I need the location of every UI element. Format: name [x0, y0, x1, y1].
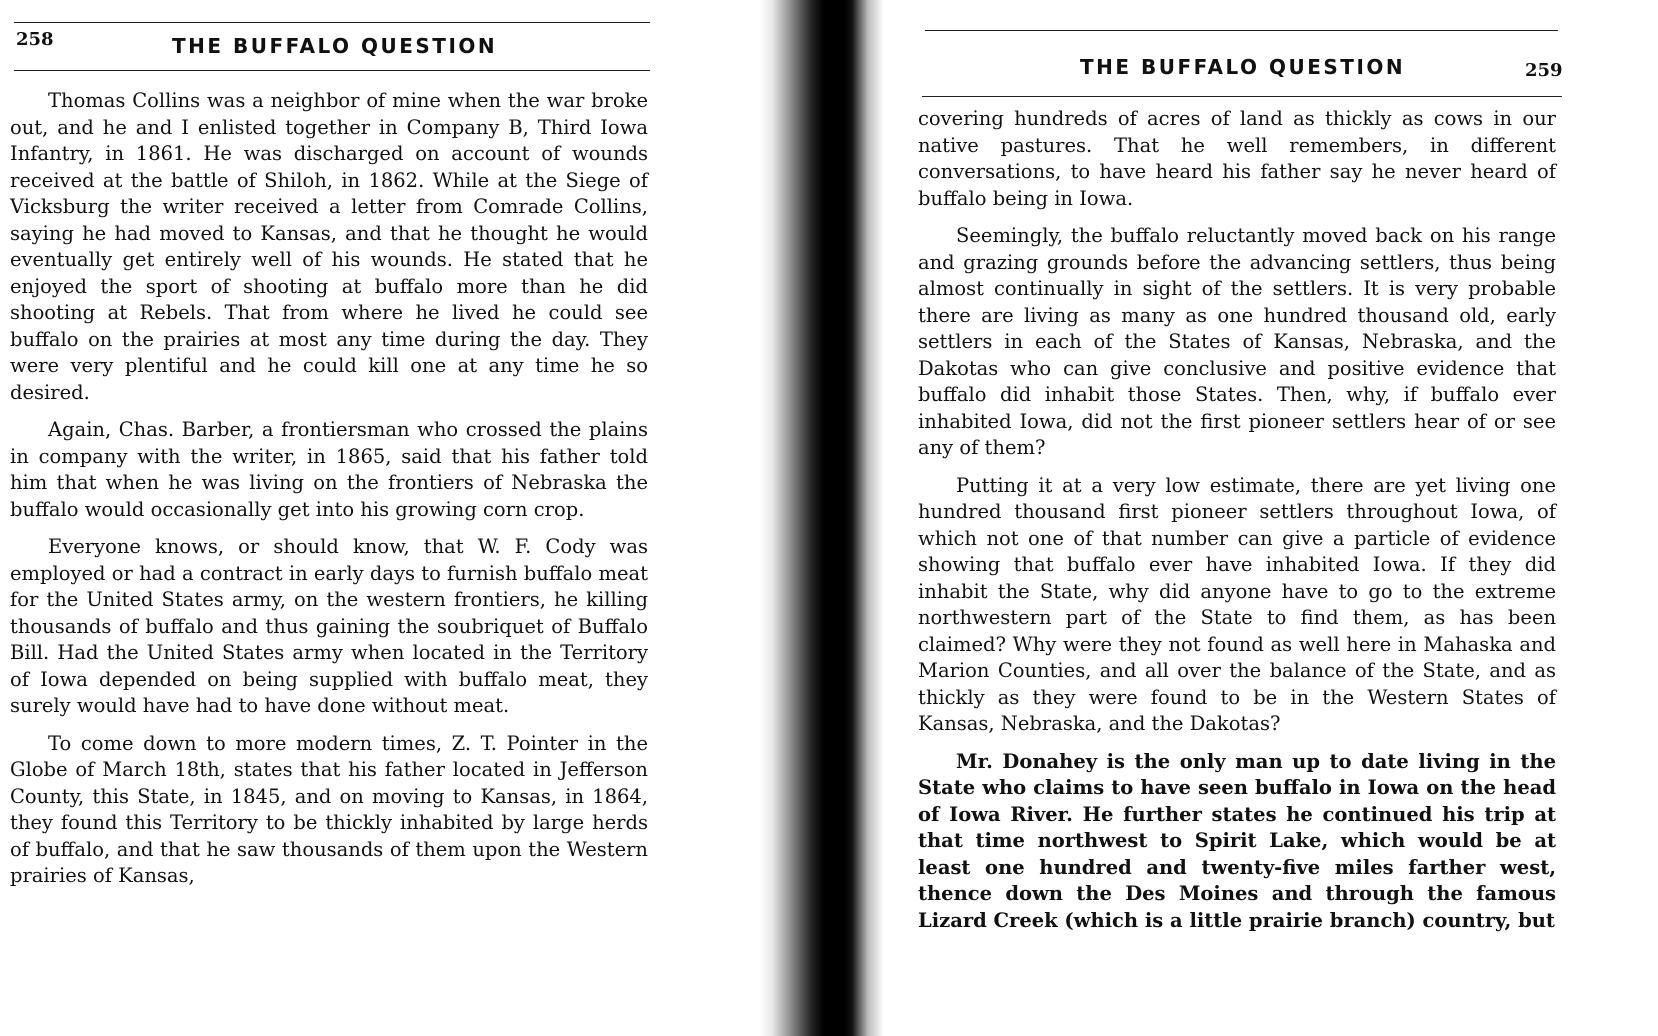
left-page-number: 258 — [16, 29, 54, 50]
left-paragraph-4: To come down to more modern times, Z. T. Pointer in the Globe of March 18th, states that his father located in Jefferson County, this State, in 1845, and on moving to Kansas, in 1864, they found this Territory to be thickly inhabited by large herds of buffalo, and that he saw thousands of them upon the Western prairies of Kansas, — [10, 731, 648, 887]
left-top-rule — [14, 22, 650, 23]
right-paragraph-4: Mr. Donahey is the only man up to date living in the State who claims to have seen buffalo in Iowa on the head of Iowa River. He further states he continued his trip at that time northwest to Spirit Lake, which would be at least one hundred and twenty-five miles farther west, thence down the Des Moines and through the famous Lizard Creek (which is a little prairie branch) country, but — [918, 749, 1556, 932]
left-body — [10, 88, 648, 901]
left-paragraph-3: Everyone knows, or should know, that W. F. Cody was employed or had a contract in early days to furnish buffalo meat for the United States army, on the western frontiers, he killing thousands of buffalo and thus gaining the soubriquet of Buffalo Bill. Had the United States army when located in the Territory of Iowa depended on being supplied with buffalo meat, they surely would have had to have done without meat. — [10, 535, 648, 717]
right-paragraph-1: covering hundreds of acres of land as thickly as cows in our native pastures. That he well remembers, in different conversations, to have heard his father say he never heard of buffalo being in Iowa. — [918, 107, 1556, 210]
left-running-head: THE BUFFALO QUESTION — [172, 34, 498, 58]
right-page-number: 259 — [1525, 60, 1563, 81]
left-header-rule — [14, 70, 650, 71]
left-paragraph-2: Again, Chas. Barber, a frontiersman who crossed the plains in company with the writer, in 1865, said that his father told him that when he was living on the frontiers of Nebraska the buffalo would occasionally get into his growing corn crop. — [10, 418, 648, 521]
right-paragraph-2: Seemingly, the buffalo reluctantly moved back on his range and grazing grounds before the advancing settlers, thus being almost continually in sight of the settlers. It is very probable there are living as many as one hundred thousand old, early settlers in each of the States of Kansas, Nebraska, and the Dakotas who can give conclusive and positive evidence that buffalo did inhabit those States. Then, why, if buffalo ever inhabited Iowa, did not the first pioneer settlers hear of or see any of them? — [918, 224, 1556, 459]
left-page — [0, 0, 760, 1036]
right-running-head: THE BUFFALO QUESTION — [1080, 55, 1406, 79]
right-body — [918, 106, 1556, 945]
right-paragraph-3: Putting it at a very low estimate, there are yet living one hundred thousand first pioneer settlers throughout Iowa, of which not one of that number can give a particle of evidence showing that buffalo ever have inhabited Iowa. If they did inhabit the State, why did anyone have to go to the extreme northwestern part of the State to find them, as has been claimed? Why were they not found as well here in Mahaska and Marion Counties, and all over the balance of the State, and as thickly as they were found to be in the Western States of Kansas, Nebraska, and the Dakotas? — [918, 473, 1556, 735]
right-page — [918, 0, 1658, 1036]
right-header-rule — [922, 96, 1562, 97]
left-paragraph-1: Thomas Collins was a neighbor of mine when the war broke out, and he and I enlisted together in Company B, Third Iowa Infantry, in 1861. He was discharged on account of wounds received at the battle of Shiloh, in 1862. While at the Siege of Vicksburg the writer received a letter from Comrade Collins, saying he had moved to Kansas, and that he thought he would eventually get entirely well of his wounds. He stated that he enjoyed the sport of shooting at buffalo more than he did shooting at Rebels. That from where he lived he could see buffalo on the prairies at most any time during the day. They were very plentiful and he could kill one at any time he so desired. — [10, 89, 648, 404]
right-top-rule — [925, 30, 1558, 31]
